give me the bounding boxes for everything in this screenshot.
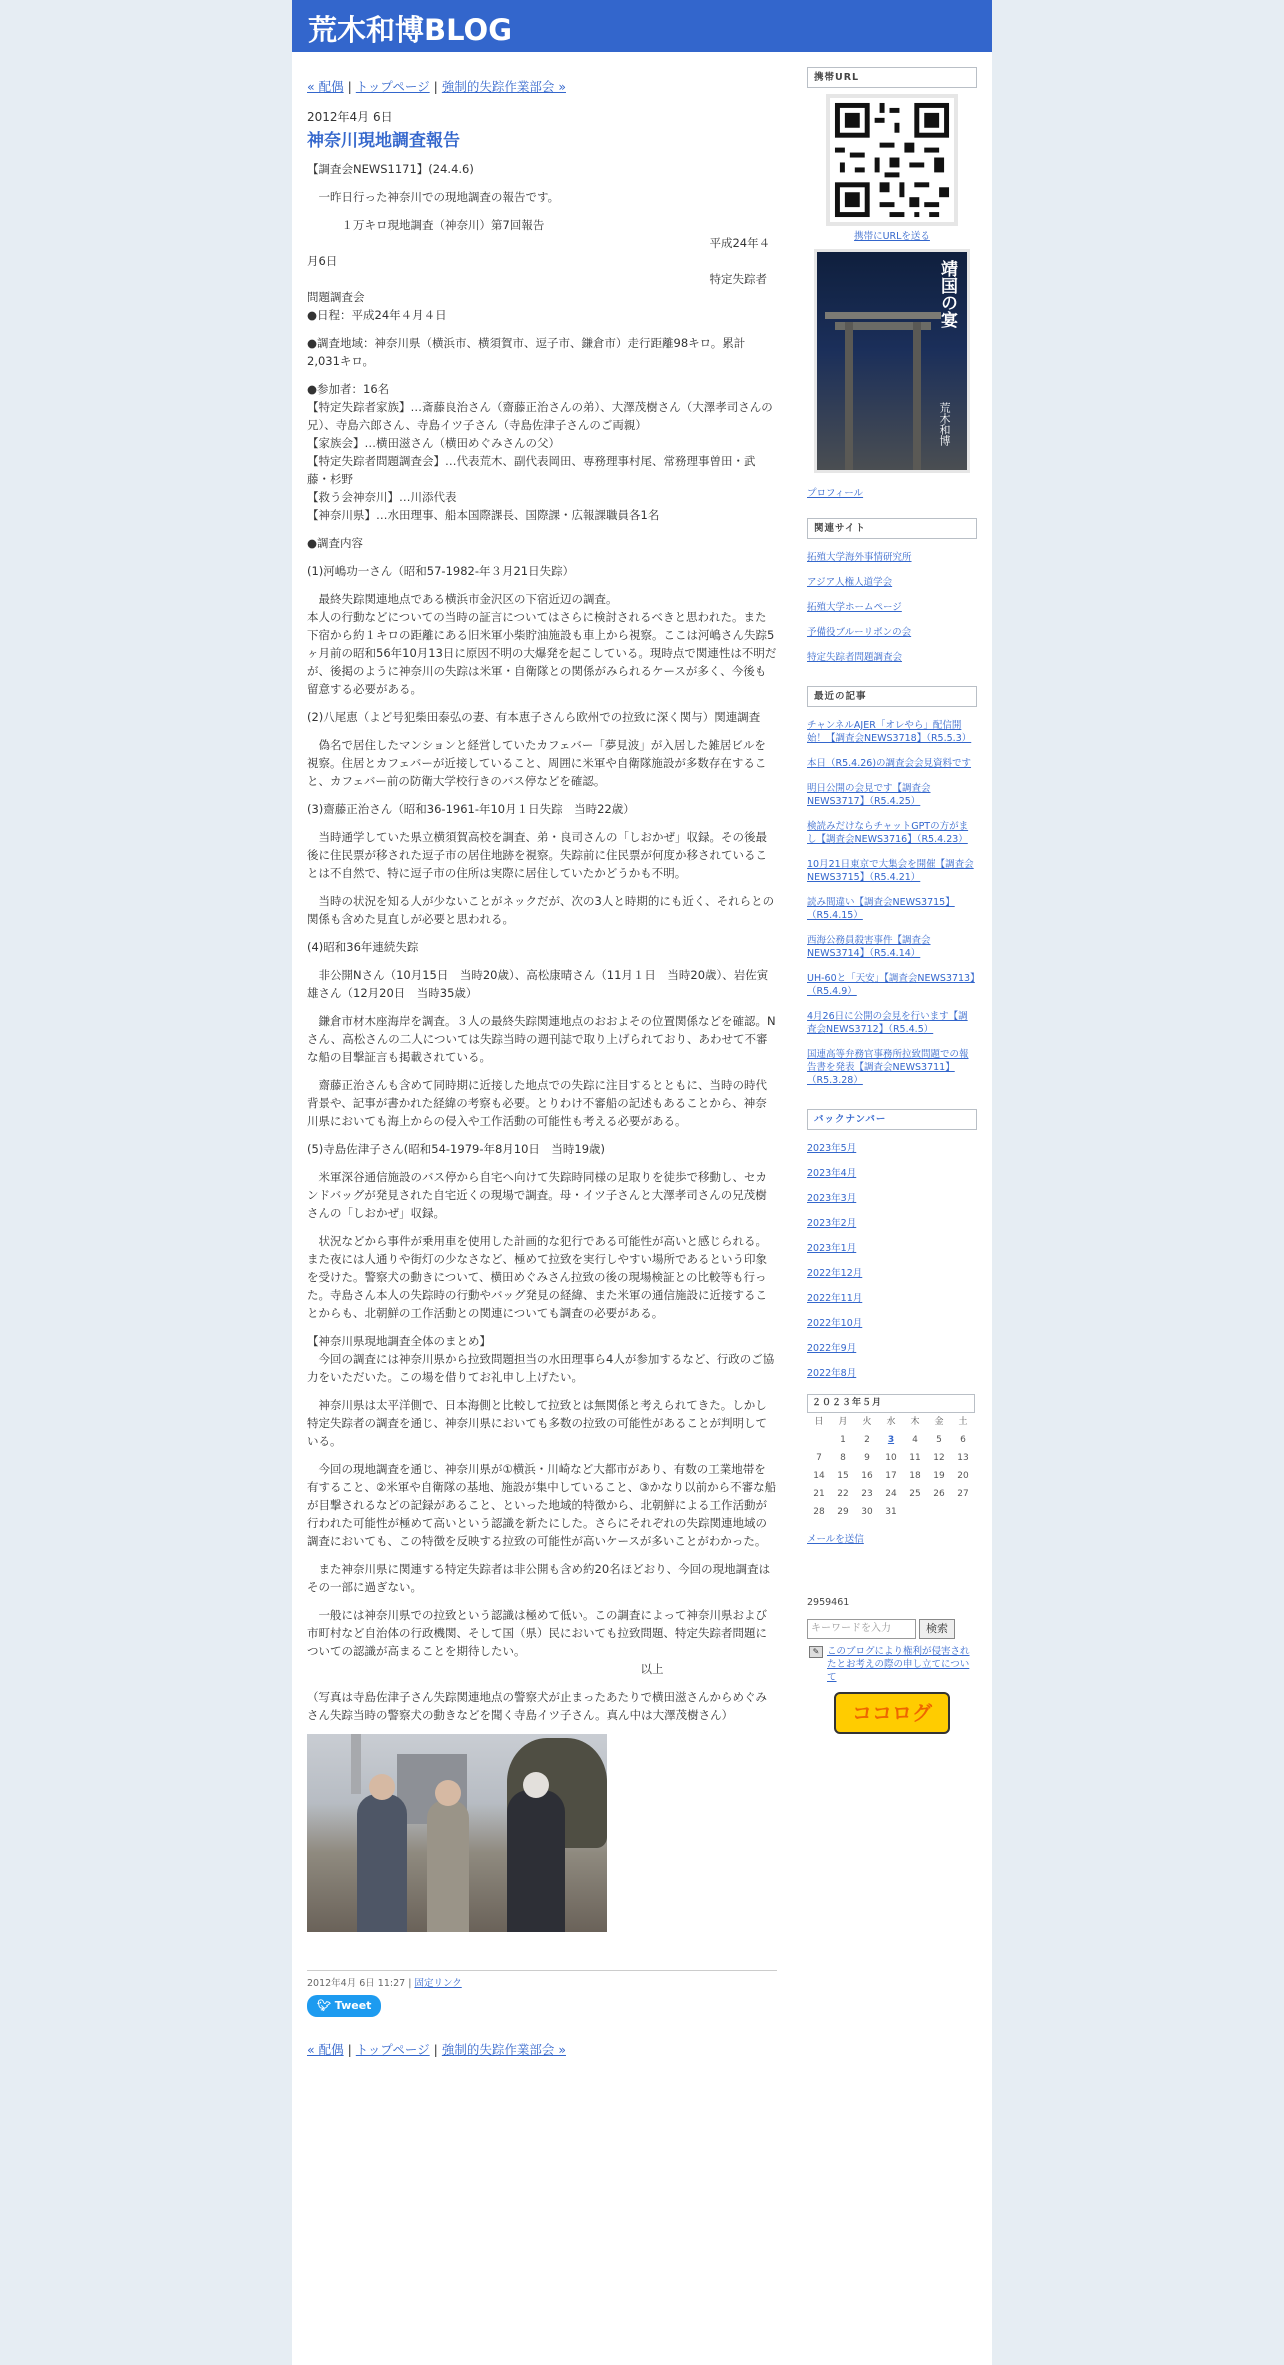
nav-sep: |: [429, 2042, 442, 2057]
backnumber-link[interactable]: 2023年4月: [807, 1168, 857, 1179]
bottom-nav: [307, 2041, 777, 2059]
backnumber-heading[interactable]: バックナンバー: [807, 1109, 977, 1130]
qr-code-graphic: [830, 98, 954, 222]
blog-banner: [292, 0, 992, 52]
post-footer: [307, 1970, 777, 1993]
calendar-title: ２０２３年５月: [807, 1394, 975, 1413]
calendar-day: 30: [861, 1506, 873, 1517]
search-input[interactable]: キーワードを入力: [807, 1619, 916, 1639]
post-paragraph: 【神奈川県現地調査全体のまとめ】 今回の調査には神奈川県から拉致問題担当の水田理事ら4人が参加するなど、行政のご協力をいただいた。この場を借りてお礼申し上げたい。: [307, 1334, 775, 1384]
photo-person: [507, 1790, 565, 1932]
profile-link[interactable]: プロフィール: [807, 488, 864, 499]
backnumber-list: [807, 1142, 977, 1380]
calendar-weekday: 月: [838, 1416, 848, 1427]
recent-post-link[interactable]: 4月26日に公開の会見を行います【調査会NEWS3712】（R5.4.5）: [807, 1011, 968, 1035]
recent-post-link[interactable]: UH-60と「天安」【調査会NEWS3713】（R5.4.9）: [807, 973, 975, 997]
post-paragraph: 齋藤正治さんも含めて同時期に近接した地点での失踪に注目するとともに、当時の時代背景や、記事が書かれた経緯の考察も必要。とりわけ不審船の記述もあることから、神奈川県においても海上からの侵入や工作活動の可能性も考える必要がある。: [307, 1078, 767, 1128]
recent-post-link[interactable]: 西海公務員殺害事件【調査会NEWS3714】（R5.4.14）: [807, 935, 931, 959]
footer-sep: |: [405, 1978, 415, 1989]
blog-title[interactable]: 荒木和博BLOG: [308, 13, 513, 47]
torii-top: [825, 312, 941, 319]
post-body: [307, 160, 777, 1724]
calendar-table: [807, 1413, 975, 1521]
calendar-day: [903, 1503, 927, 1521]
calendar-weekday: 日: [814, 1416, 824, 1427]
post-paragraph: 当時通学していた県立横須賀高校を調査、弟・良司さんの「しおかぜ」収録。その後最後に住民票が移された逗子市の居住地跡を視察。失踪前に住民票が何度か移されていることは不自然で、特に逗子市の住所は実際に居住していたかどうかも不明。: [307, 830, 767, 880]
post-photo[interactable]: [307, 1734, 607, 1932]
related-site-link[interactable]: 予備役ブルーリボンの会: [807, 627, 912, 638]
prev-post-link[interactable]: « 配偶: [307, 79, 344, 94]
nav-sep: |: [429, 79, 442, 94]
post-paragraph: （写真は寺島佐津子さん失踪関連地点の警察犬が止まったあたりで横田滋さんからめぐみさん失踪当時の警察犬の動きなどを聞く寺島イツ子さん。真ん中は大澤茂樹さん）: [307, 1690, 767, 1722]
tweet-button[interactable]: [307, 1995, 381, 2017]
photo-person: [427, 1800, 469, 1932]
calendar-day: 10: [885, 1452, 897, 1463]
post-paragraph: 一般には神奈川県での拉致という認識は極めて低い。この調査によって神奈川県および市町村など自治体の行政機関、そして国（県）民においても拉致問題、特定失踪者問題についての認識が高まることを期待したい。 以上: [307, 1608, 767, 1676]
post-paragraph: 偽名で居住したマンションと経営していたカフェバー「夢見波」が入居した雑居ビルを視察。住居とカフェバーが近接していること、周囲に米軍や自衛隊施設が多数存在すること、カフェバー前の防衛大学校行きのバス停などを確認。: [307, 738, 767, 788]
next-post-link[interactable]: 強制的失踪作業部会 »: [441, 2042, 566, 2057]
torii-pillar: [913, 322, 921, 470]
post-paragraph: また神奈川県に関連する特定失踪者は非公開も含め約20名ほどおり、今回の現地調査はその一部に過ぎない。: [307, 1562, 771, 1594]
post-paragraph: (3)齋藤正治さん（昭和36-1961-年10月１日失踪 当時22歳）: [307, 802, 635, 816]
backnumber-link[interactable]: 2022年10月: [807, 1318, 863, 1329]
calendar-day: 18: [909, 1470, 921, 1481]
torii-pillar: [845, 322, 853, 470]
calendar: [807, 1394, 975, 1521]
backnumber-link[interactable]: 2023年1月: [807, 1243, 857, 1254]
post-paragraph: 米軍深谷通信施設のバス停から自宅へ向けて失踪時同様の足取りを徒歩で移動し、セカンドバッグが発見された自宅近くの現場で調査。母・イツ子さんと大澤孝司さんの兄茂樹さんの「しおかぜ」収録。: [307, 1170, 767, 1220]
nav-sep: |: [343, 2042, 356, 2057]
calendar-day-link[interactable]: 3: [887, 1434, 895, 1445]
related-sites-list: [807, 551, 977, 664]
cocolog-logo[interactable]: ココログ: [834, 1692, 950, 1734]
nav-sep: |: [343, 79, 356, 94]
post-paragraph: 最終失踪関連地点である横浜市金沢区の下宿近辺の調査。 本人の行動などについての当時の証言についてはさらに検討されるべきと思われた。また下宿から約１キロの距離にある旧米軍小柴貯油施設も車上から視察。ここは河嶋さん失踪5ヶ月前の昭和56年10月13日に原因不明の大爆発を起こしている。現時点で関連性は不明だが、後掲のように神奈川の失踪は米軍・自衛隊との関係がみられるケースが多く、今後も留意する必要がある。: [307, 592, 777, 696]
tweet-label: Tweet: [334, 1999, 372, 2012]
post-paragraph: 今回の現地調査を通じ、神奈川県が①横浜・川崎など大都市があり、有数の工業地帯を有すること、②米軍や自衛隊の基地、施設が集中していること、③かなり以前から不審な船が目撃されるなどの記録があること、といった地域的特徴から、北朝鮮による工作活動が行われた可能性が極めて高いという認識を新たにした。さらにそれぞれの失踪関連地域の調査においても、この特徴を反映する拉致の可能性が高いケースが多いことがわかった。: [307, 1462, 777, 1548]
related-site-link[interactable]: アジア人権人道学会: [807, 577, 893, 588]
post-title[interactable]: 神奈川現地調査報告: [307, 131, 460, 151]
next-post-link[interactable]: 強制的失踪作業部会 »: [441, 79, 566, 94]
backnumber-link[interactable]: 2023年5月: [807, 1143, 857, 1154]
photo-chimney: [351, 1734, 361, 1794]
recent-post-link[interactable]: 10月21日東京で大集会を開催【調査会NEWS3715】（R5.4.21）: [807, 859, 974, 883]
calendar-day: [807, 1431, 831, 1449]
book-cover[interactable]: [814, 249, 970, 473]
calendar-day: [927, 1503, 951, 1521]
calendar-day: 12: [933, 1452, 945, 1463]
calendar-day: 29: [837, 1506, 849, 1517]
related-site-link[interactable]: 拓殖大学ホームページ: [807, 602, 902, 613]
home-link[interactable]: トップページ: [355, 79, 430, 94]
post-paragraph: 一昨日行った神奈川での現地調査の報告です。: [318, 190, 560, 204]
photo-face: [369, 1774, 395, 1800]
post-paragraph: (4)昭和36年連続失踪: [307, 940, 419, 954]
qr-code-icon: [826, 94, 958, 226]
recent-post-link[interactable]: 本日（R5.4.26)の調査会会見資料です: [807, 758, 972, 769]
backnumber-link[interactable]: 2022年12月: [807, 1268, 863, 1279]
post-paragraph: ●参加者：16名 【特定失踪者家族】…斎藤良治さん（齋藤正治さんの弟）、大澤茂樹さん（大澤孝司さんの兄）、寺島六郎さん、寺島イツ子さん（寺島佐津子さんのご両親） 【家族会】…横田滋さん（横田めぐみさんの父） 【特定失踪者問題調査会】…代表荒木、副代表岡田、専務理事村尾、常務理事曽田・武藤・杉野 【救う会神奈川】…川添代表 【神奈川県】…水田理事、船本国際課長、国際課・広報課職員各1名: [307, 382, 773, 522]
prev-post-link[interactable]: « 配偶: [307, 2042, 344, 2057]
rights-complaint-link[interactable]: このブログにより権利が侵害されたとお考えの際の申し立てについて: [827, 1646, 970, 1683]
permalink[interactable]: 固定リンク: [414, 1978, 462, 1989]
book-title: 靖国の宴: [937, 260, 957, 328]
book-author: 荒木和博: [938, 402, 951, 446]
calendar-day: 1: [840, 1434, 846, 1445]
post-paragraph: 状況などから事件が乗用車を使用した計画的な犯行である可能性が高いと感じられる。また夜には人通りや街灯の少なさなど、極めて拉致を実行しやすい場所であるという印象を受けた。警察犬の動きについて、横田めぐみさん拉致の後の現場検証との比較等も行った。寺島さん本人の失踪時の行動やバッグ発見の経緯、また米軍の通信施設に近接することからも、北朝鮮の工作活動との関連についても調査の必要がある。: [307, 1234, 767, 1320]
calendar-day: [879, 1431, 903, 1449]
recent-post-link[interactable]: 読み間違い【調査会NEWS3715】（R5.4.15）: [807, 897, 955, 921]
recent-posts-list: [807, 719, 977, 1087]
post-paragraph: １万キロ現地調査（神奈川）第7回報告 平成24年４月6日 特定失踪者問題調査会 ●日程：平成24年４月４日: [307, 218, 771, 322]
calendar-day: 24: [885, 1488, 897, 1499]
backnumber-link[interactable]: 2022年8月: [807, 1368, 857, 1379]
photo-person: [357, 1794, 407, 1932]
calendar-day: 27: [957, 1488, 969, 1499]
calendar-day: 17: [885, 1470, 897, 1481]
calendar-weekday: 金: [934, 1416, 944, 1427]
calendar-day: 4: [912, 1434, 918, 1445]
calendar-day: 13: [957, 1452, 969, 1463]
photo-face: [435, 1780, 461, 1806]
search-button[interactable]: 検索: [919, 1619, 955, 1639]
page: [292, 0, 992, 2365]
calendar-day: 23: [861, 1488, 873, 1499]
calendar-day: 25: [909, 1488, 921, 1499]
report-icon: ✎: [809, 1646, 823, 1658]
related-site-link[interactable]: 特定失踪者問題調査会: [807, 652, 903, 663]
calendar-day: 26: [933, 1488, 945, 1499]
calendar-day: 14: [813, 1470, 825, 1481]
mobile-url-heading: 携帯URL: [807, 67, 977, 88]
calendar-day: 7: [816, 1452, 822, 1463]
search-form: [807, 1619, 977, 1639]
related-site-link[interactable]: 拓殖大学海外事情研究所: [807, 552, 912, 563]
calendar-day: 21: [813, 1488, 825, 1499]
send-url-to-mobile-link[interactable]: 携帯にURLを送る: [854, 231, 930, 242]
calendar-day: 16: [861, 1470, 873, 1481]
recent-posts-heading: 最近の記事: [807, 686, 977, 707]
sidebar: [807, 67, 977, 1734]
post-date: 2012年4月 6日: [307, 110, 393, 124]
post-paragraph: ●調査内容: [307, 536, 364, 550]
post-paragraph: (1)河嶋功一さん（昭和57-1982-年３月21日失踪）: [307, 564, 575, 578]
calendar-day: 5: [936, 1434, 942, 1445]
calendar-day: 9: [864, 1452, 870, 1463]
calendar-day: 6: [960, 1434, 966, 1445]
backnumber-link[interactable]: 2023年3月: [807, 1193, 857, 1204]
backnumber-link[interactable]: 2022年11月: [807, 1293, 863, 1304]
calendar-day: 22: [837, 1488, 849, 1499]
calendar-weekday: 水: [886, 1416, 896, 1427]
calendar-day: 20: [957, 1470, 969, 1481]
main-column: [307, 78, 777, 2059]
recent-post-link[interactable]: チャンネルAJER「オレやら」配信開始！【調査会NEWS3718】（R5.5.3）: [807, 720, 972, 744]
backnumber-link[interactable]: 2022年9月: [807, 1343, 857, 1354]
post-timestamp: 2012年4月 6日 11:27: [307, 1978, 406, 1989]
photo-face: [523, 1772, 549, 1798]
send-mail-link[interactable]: メールを送信: [807, 1534, 864, 1545]
post-paragraph: ●調査地域：神奈川県（横浜市、横須賀市、逗子市、鎌倉市）走行距離98キロ。累計2,031キロ。: [307, 336, 746, 368]
calendar-day: 8: [840, 1452, 846, 1463]
post-paragraph: 【調査会NEWS1171】(24.4.6): [307, 162, 474, 176]
calendar-day: 15: [837, 1470, 849, 1481]
post-paragraph: 鎌倉市材木座海岸を調査。３人の最終失踪関連地点のおおよその位置関係などを確認。Nさん、高松さんの二人については失踪当時の週刊誌で取り上げられており、あわせて不審な船の目撃証言も掲載されている。: [307, 1014, 776, 1064]
calendar-weekday: 土: [958, 1416, 968, 1427]
post-paragraph: 非公開Nさん（10月15日 当時20歳）、高松康晴さん（11月１日 当時20歳）、岩佐寅雄さん（12月20日 当時35歳）: [307, 968, 769, 1000]
access-counter: 2959461: [807, 1597, 850, 1608]
calendar-day: 2: [864, 1434, 870, 1445]
calendar-day: 28: [813, 1506, 825, 1517]
post-paragraph: (5)寺島佐津子さん(昭和54-1979-年8月10日 当時19歳): [307, 1142, 606, 1156]
calendar-weekday: 火: [862, 1416, 872, 1427]
recent-post-link[interactable]: 国連高等弁務官事務所拉致問題での報告書を発表【調査会NEWS3711】（R5.3.28）: [807, 1049, 969, 1086]
home-link[interactable]: トップページ: [355, 2042, 430, 2057]
calendar-day: 11: [909, 1452, 921, 1463]
post-paragraph: 神奈川県は太平洋側で、日本海側と比較して拉致とは無関係と考えられてきた。しかし特定失踪者の調査を通じ、神奈川県においても多数の拉致の可能性があることが判明している。: [307, 1398, 767, 1448]
calendar-day: 19: [933, 1470, 945, 1481]
recent-post-link[interactable]: 明日公開の会見です【調査会NEWS3717】（R5.4.25）: [807, 783, 931, 807]
post-paragraph: 当時の状況を知る人が少ないことがネックだが、次の3人と時期的にも近く、それらとの関係も含めた見直しが必要と思われる。: [307, 894, 775, 926]
calendar-weekday: 木: [910, 1416, 920, 1427]
calendar-day: [951, 1503, 975, 1521]
backnumber-link[interactable]: 2023年2月: [807, 1218, 857, 1229]
recent-post-link[interactable]: 検読みだけならチャットGPTの方がまし【調査会NEWS3716】（R5.4.23）: [807, 821, 969, 845]
top-nav: [307, 78, 777, 96]
related-sites-heading: 関連サイト: [807, 518, 977, 539]
twitter-bird-icon: 🐦︎: [317, 1999, 335, 2012]
calendar-day: 31: [885, 1506, 897, 1517]
post-paragraph: (2)八尾恵（よど号犯柴田泰弘の妻、有本恵子さんら欧州での拉致に深く関与）関連調査: [307, 710, 761, 724]
